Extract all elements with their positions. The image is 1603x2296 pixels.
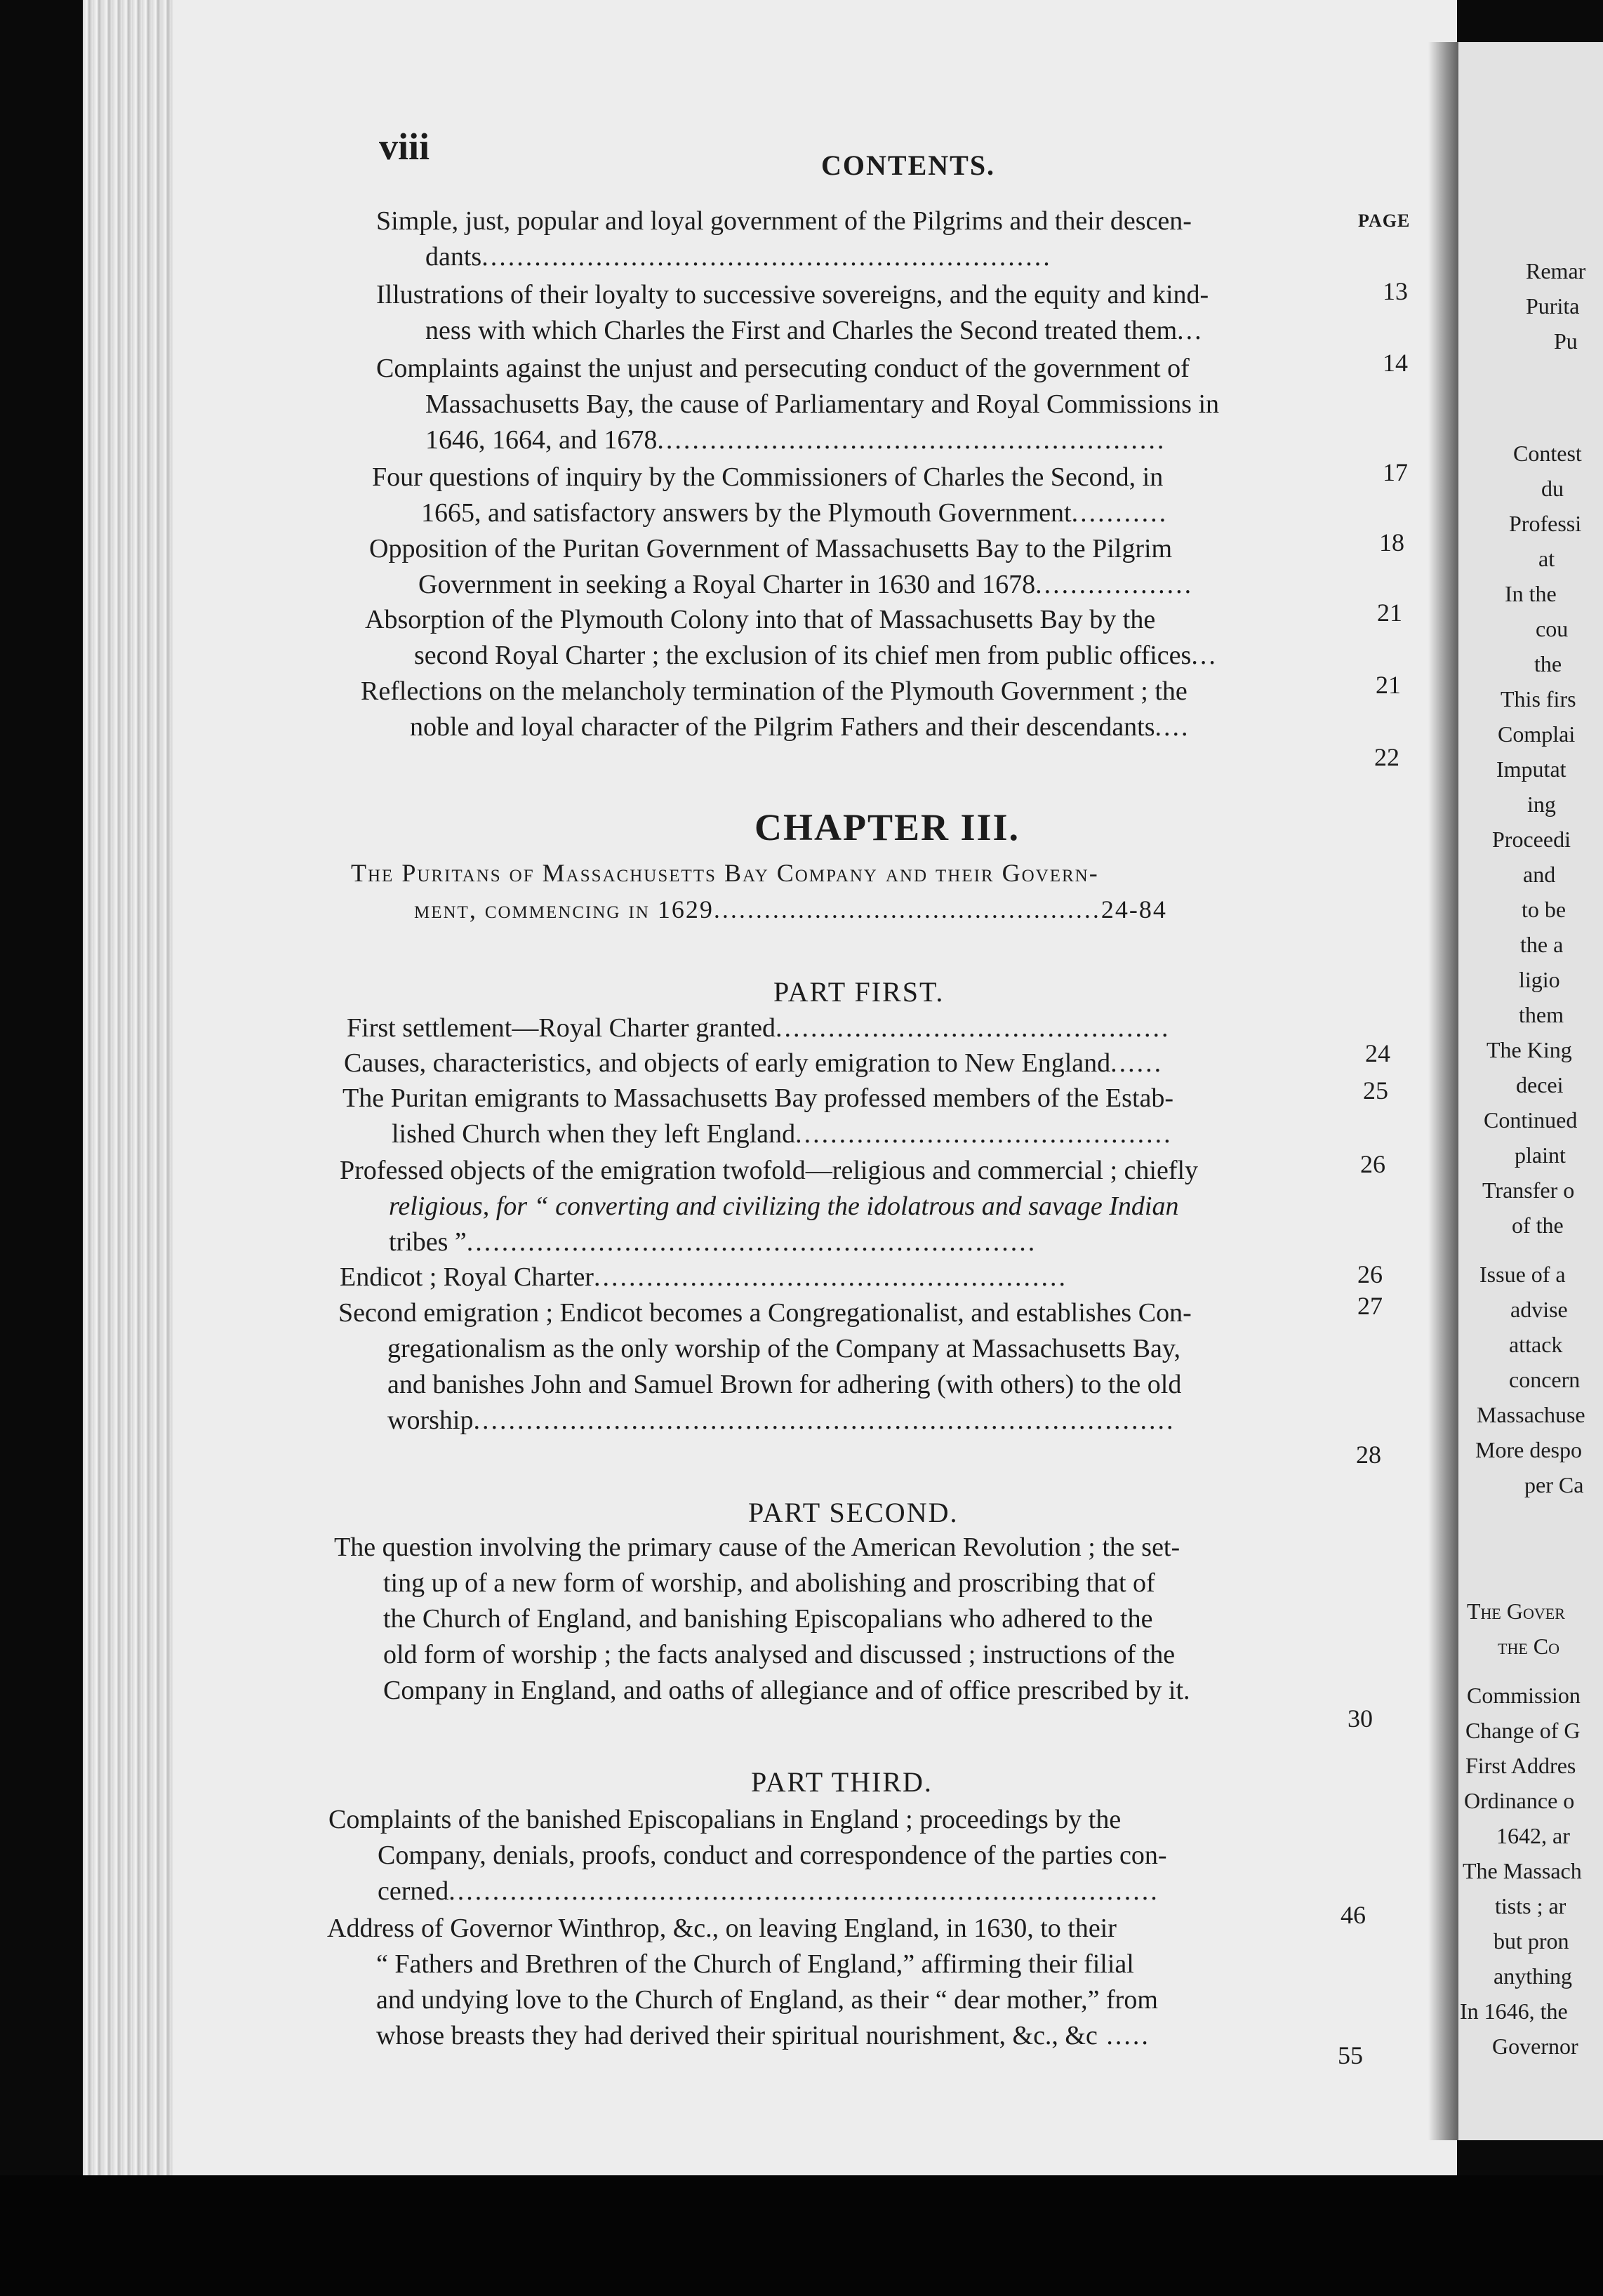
entry-line: and banishes John and Samuel Brown for adhering (with others) to the old — [387, 1370, 1182, 1399]
facing-line: The Gover — [1467, 1598, 1565, 1624]
facing-line: Massachuse — [1477, 1402, 1585, 1427]
facing-line: Purita — [1526, 293, 1580, 319]
entry-line: First settlement—Royal Charter granted............................................. — [347, 1013, 1171, 1043]
facing-line: anything — [1494, 1963, 1572, 1989]
page-number: 26 — [1357, 1260, 1383, 1288]
page-edges — [83, 0, 174, 2175]
facing-line: The Massach — [1463, 1858, 1582, 1883]
entry-line: Complaints of the banished Episcopalians in England ; proceedings by the — [328, 1805, 1122, 1834]
facing-line: cou — [1536, 616, 1569, 641]
toc-entry — [342, 1081, 1173, 1152]
page-number: 30 — [1348, 1704, 1373, 1733]
page-number: 26 — [1360, 1150, 1385, 1178]
page-number: 24 — [1365, 1039, 1390, 1067]
toc-entry — [340, 1260, 1067, 1295]
chapter-title — [351, 855, 1167, 928]
toc-entry — [365, 602, 1218, 674]
entry-line: Simple, just, popular and loyal government of the Pilgrims and their descen- — [376, 206, 1192, 236]
entry-line: “ Fathers and Brethren of the Church of England,” affirming their filial — [376, 1949, 1134, 1979]
part-heading: PART SECOND. — [748, 1497, 959, 1528]
toc-entry — [344, 1046, 1163, 1081]
chapter-title-line: The Puritans of Massachusetts Bay Company and their Govern- — [351, 859, 1099, 887]
entry-line: Absorption of the Plymouth Colony into that of Massachusetts Bay by the — [365, 605, 1156, 634]
page-number: 17 — [1383, 458, 1408, 486]
running-head: CONTENTS. — [821, 149, 996, 181]
toc-entry — [347, 1010, 1171, 1046]
page-number: 46 — [1341, 1901, 1366, 1929]
facing-line: More despo — [1475, 1437, 1582, 1462]
part-heading: PART FIRST. — [773, 976, 945, 1008]
facing-line: but pron — [1494, 1928, 1569, 1954]
toc-entry — [328, 1802, 1167, 1909]
page-number: 13 — [1383, 277, 1408, 305]
entry-line: The Puritan emigrants to Massachusetts Bay professed members of the Estab- — [342, 1083, 1174, 1113]
facing-line: Governor — [1492, 2034, 1578, 2059]
facing-line: plaint — [1515, 1142, 1566, 1168]
entry-line: noble and loyal character of the Pilgrim Fathers and their descendants.... — [410, 712, 1190, 742]
facing-line: attack — [1509, 1332, 1563, 1357]
facing-line: Complai — [1498, 721, 1576, 747]
entry-line: whose breasts they had derived their spiritual nourishment, &c., &c ..... — [376, 2021, 1150, 2050]
facing-line: decei — [1516, 1072, 1564, 1097]
toc-entry — [334, 1530, 1190, 1709]
entry-line: Complaints against the unjust and persecuting conduct of the government of — [376, 354, 1190, 383]
facing-line: This firs — [1501, 686, 1576, 712]
page-number: 21 — [1377, 599, 1402, 627]
facing-line: 1642, ar — [1496, 1823, 1570, 1848]
toc-entry — [338, 1295, 1192, 1439]
toc-entry — [376, 203, 1192, 275]
scan-border — [0, 2175, 1603, 2296]
entry-line: Company in England, and oaths of allegiance and of office prescribed by it. — [383, 1676, 1190, 1705]
facing-line: Ordinance o — [1464, 1788, 1575, 1813]
part-heading: PART THIRD. — [751, 1766, 933, 1798]
facing-line: du — [1541, 476, 1564, 501]
chapter-heading: CHAPTER III. — [754, 806, 1020, 848]
page-number: 27 — [1357, 1292, 1383, 1320]
facing-line: Transfer o — [1482, 1177, 1575, 1203]
entry-line: The question involving the primary cause of the American Revolution ; the set- — [334, 1533, 1180, 1562]
facing-line: Pu — [1554, 328, 1578, 354]
chapter-title-line: ment, commencing in 1629..............................................24-84 — [414, 895, 1167, 923]
toc-entry — [327, 1911, 1158, 2054]
facing-line: the Co — [1498, 1634, 1559, 1659]
page-number: 18 — [1379, 528, 1404, 556]
entry-line: Company, denials, proofs, conduct and correspondence of the parties con- — [378, 1841, 1167, 1870]
chapter-pages: 24-84 — [1100, 895, 1167, 923]
entry-line: gregationalism as the only worship of the Company at Massachusetts Bay, — [387, 1334, 1180, 1363]
entry-line: ness with which Charles the First and Charles the Second treated them... — [425, 316, 1204, 345]
entry-line: and undying love to the Church of England, as their “ dear mother,” from — [376, 1985, 1158, 2015]
facing-line: In 1646, the — [1460, 1998, 1568, 2024]
page-folio: viii — [379, 126, 430, 168]
entry-line: dants................................................................. — [425, 242, 1052, 272]
entry-line: Second emigration ; Endicot becomes a Congregationalist, and establishes Con- — [338, 1298, 1192, 1328]
facing-line: Continued — [1484, 1107, 1578, 1133]
entry-line: tribes ”................................................................. — [389, 1227, 1037, 1257]
entry-line: Address of Governor Winthrop, &c., on leaving England, in 1630, to their — [327, 1914, 1117, 1943]
facing-line: and — [1523, 862, 1556, 887]
facing-line: First Addres — [1465, 1753, 1576, 1778]
entry-line: Reflections on the melancholy termination of the Plymouth Government ; the — [361, 676, 1188, 706]
page-number: 28 — [1356, 1441, 1381, 1469]
facing-line: them — [1519, 1002, 1564, 1027]
facing-line: Imputat — [1496, 756, 1567, 782]
facing-line: Change of G — [1465, 1718, 1581, 1743]
facing-line: Contest — [1513, 441, 1582, 466]
facing-line: the — [1534, 651, 1562, 676]
entry-line: Professed objects of the emigration twofold—religious and commercial ; chiefly — [340, 1156, 1199, 1185]
facing-line: Issue of a — [1479, 1262, 1566, 1287]
facing-line: Proceedi — [1492, 827, 1571, 852]
entry-line: cerned................................................................................. — [378, 1876, 1159, 1906]
toc-entry — [340, 1153, 1198, 1260]
toc-entry — [361, 674, 1190, 745]
facing-line: concern — [1509, 1367, 1581, 1392]
entry-line: Endicot ; Royal Charter...................................................... — [340, 1262, 1067, 1292]
facing-page — [1458, 42, 1603, 2140]
facing-line: to be — [1522, 897, 1567, 922]
page-number: 55 — [1338, 2041, 1363, 2069]
page-number: 25 — [1363, 1076, 1388, 1104]
entry-line: religious, for “ converting and civilizing the idolatrous and savage Indian — [389, 1192, 1179, 1221]
entry-line: old form of worship ; the facts analysed and discussed ; instructions of the — [383, 1640, 1176, 1669]
entry-line: 1665, and satisfactory answers by the Plymouth Government........... — [421, 498, 1169, 528]
facing-line: at — [1538, 546, 1555, 571]
facing-line: ing — [1527, 792, 1556, 817]
facing-line: Professi — [1509, 511, 1582, 536]
facing-line: of the — [1512, 1213, 1564, 1238]
facing-line: advise — [1510, 1297, 1568, 1322]
toc-entry — [376, 351, 1219, 458]
page-number: 21 — [1376, 671, 1401, 699]
entry-line: 1646, 1664, and 1678.......................................................... — [425, 425, 1166, 455]
facing-line: Commission — [1467, 1683, 1581, 1708]
entry-line: second Royal Charter ; the exclusion of its chief men from public offices... — [414, 641, 1218, 670]
facing-line: In the — [1505, 581, 1557, 606]
entry-line: lished Church when they left England........................................... — [392, 1119, 1173, 1149]
entry-line: Opposition of the Puritan Government of Massachusetts Bay to the Pilgrim — [369, 534, 1173, 563]
page-number: 22 — [1374, 743, 1399, 771]
entry-line: Government in seeking a Royal Charter in 1630 and 1678.................. — [418, 570, 1194, 599]
page-number: 14 — [1383, 349, 1408, 377]
facing-line: ligio — [1519, 967, 1560, 992]
toc-entry — [372, 460, 1168, 531]
entry-line: Massachusetts Bay, the cause of Parliamentary and Royal Commissions in — [425, 389, 1220, 419]
facing-line: The King — [1486, 1037, 1572, 1062]
entry-line: Four questions of inquiry by the Commissioners of Charles the Second, in — [372, 462, 1164, 492]
entry-line: the Church of England, and banishing Episcopalians who adhered to the — [383, 1604, 1153, 1634]
toc-entry — [369, 531, 1193, 603]
entry-line: worship................................................................................ — [387, 1406, 1176, 1435]
entry-line: Causes, characteristics, and objects of early emigration to New England...... — [344, 1048, 1164, 1078]
entry-line: ting up of a new form of worship, and abolishing and proscribing that of — [383, 1568, 1155, 1598]
facing-line: the a — [1520, 932, 1564, 957]
facing-line: per Ca — [1524, 1472, 1584, 1497]
entry-line: Illustrations of their loyalty to successive sovereigns, and the equity and kind- — [376, 280, 1209, 309]
toc-entry — [376, 277, 1209, 349]
page-column-label: PAGE — [1358, 211, 1411, 231]
facing-line: Remar — [1526, 258, 1586, 283]
facing-line: tists ; ar — [1495, 1893, 1567, 1918]
